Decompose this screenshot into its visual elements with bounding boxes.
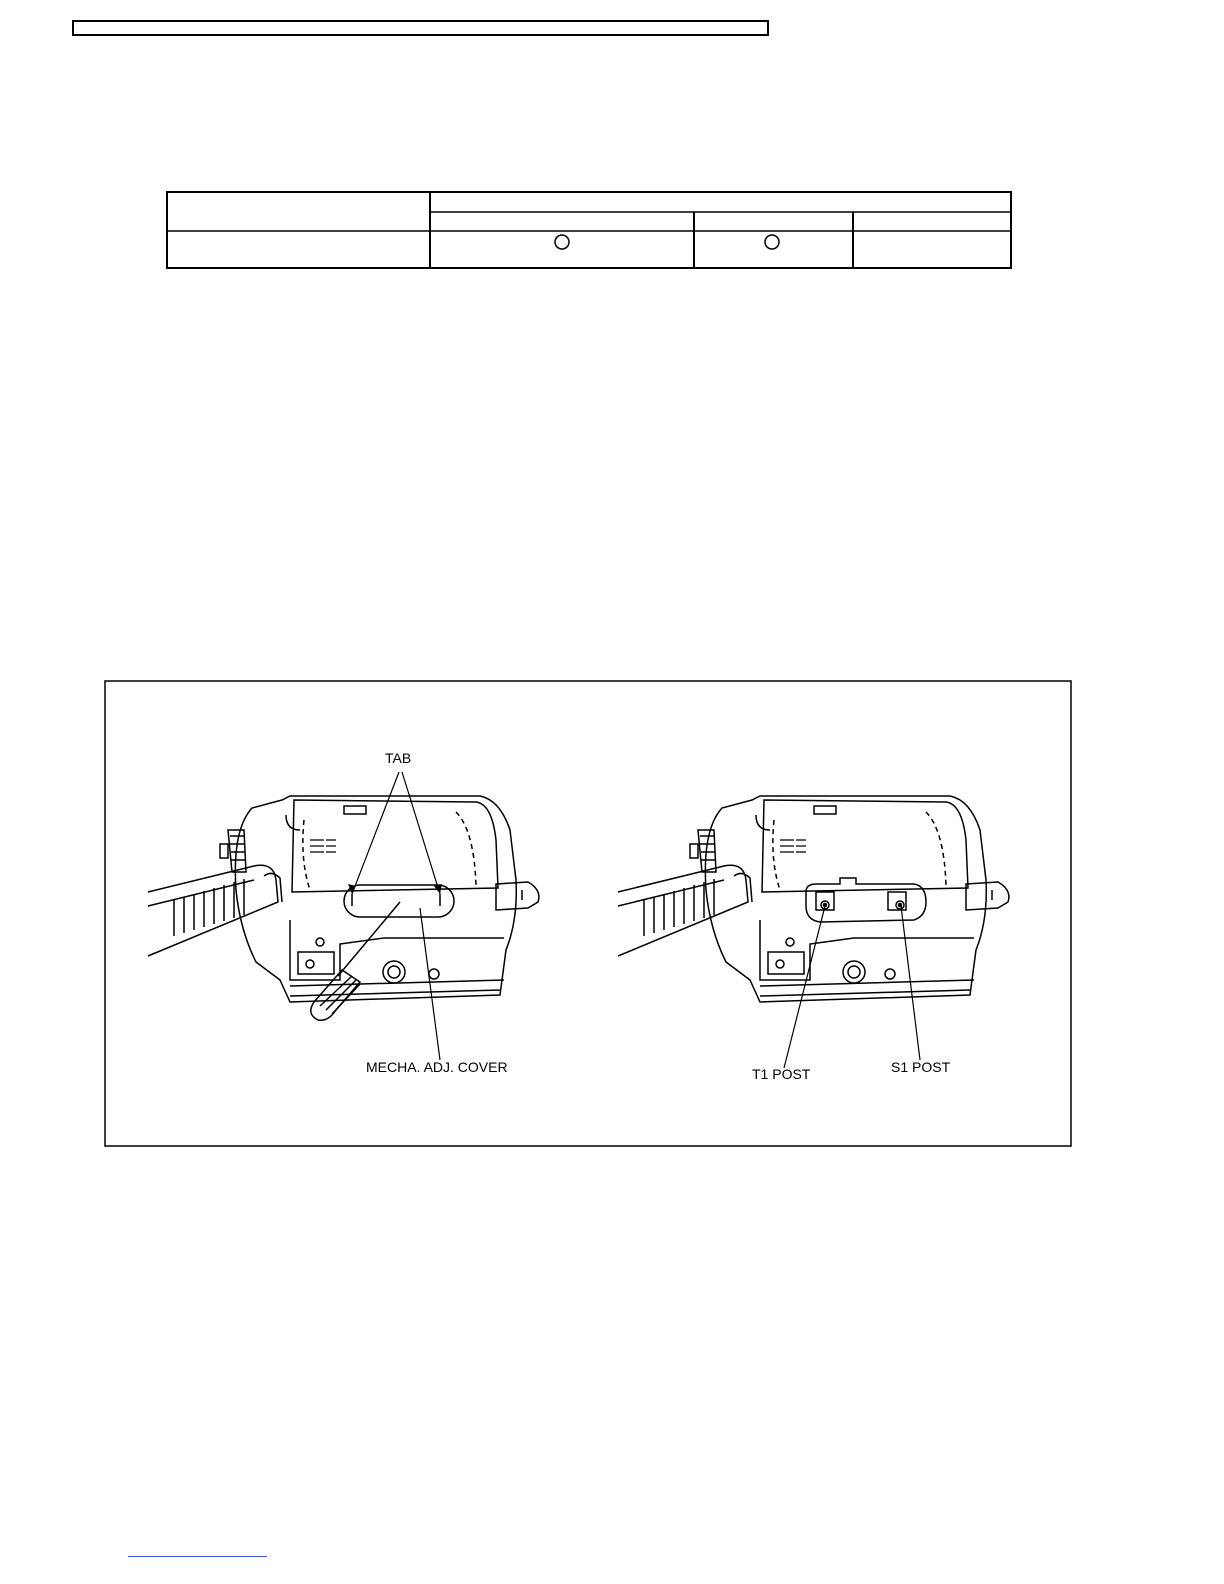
spec-table-grid: [166, 191, 1012, 269]
mecha-adj-cover-label: MECHA. ADJ. COVER: [366, 1059, 508, 1075]
camcorder-figure: [104, 680, 1072, 1147]
footer-link-underline[interactable]: [128, 1556, 267, 1557]
s1-post-label: S1 POST: [891, 1059, 951, 1075]
t1-post-label: T1 POST: [752, 1066, 811, 1082]
tab-label: TAB: [385, 750, 412, 766]
figure-svg: [104, 680, 1072, 1147]
right-camcorder: [618, 796, 1009, 1002]
spec-table: [166, 191, 1012, 269]
mark-col-1-circle: [555, 235, 569, 249]
leader-lines: [352, 772, 920, 1068]
left-camcorder: [148, 796, 539, 1020]
header-bar: [72, 20, 769, 36]
mark-col-2-circle: [765, 235, 779, 249]
